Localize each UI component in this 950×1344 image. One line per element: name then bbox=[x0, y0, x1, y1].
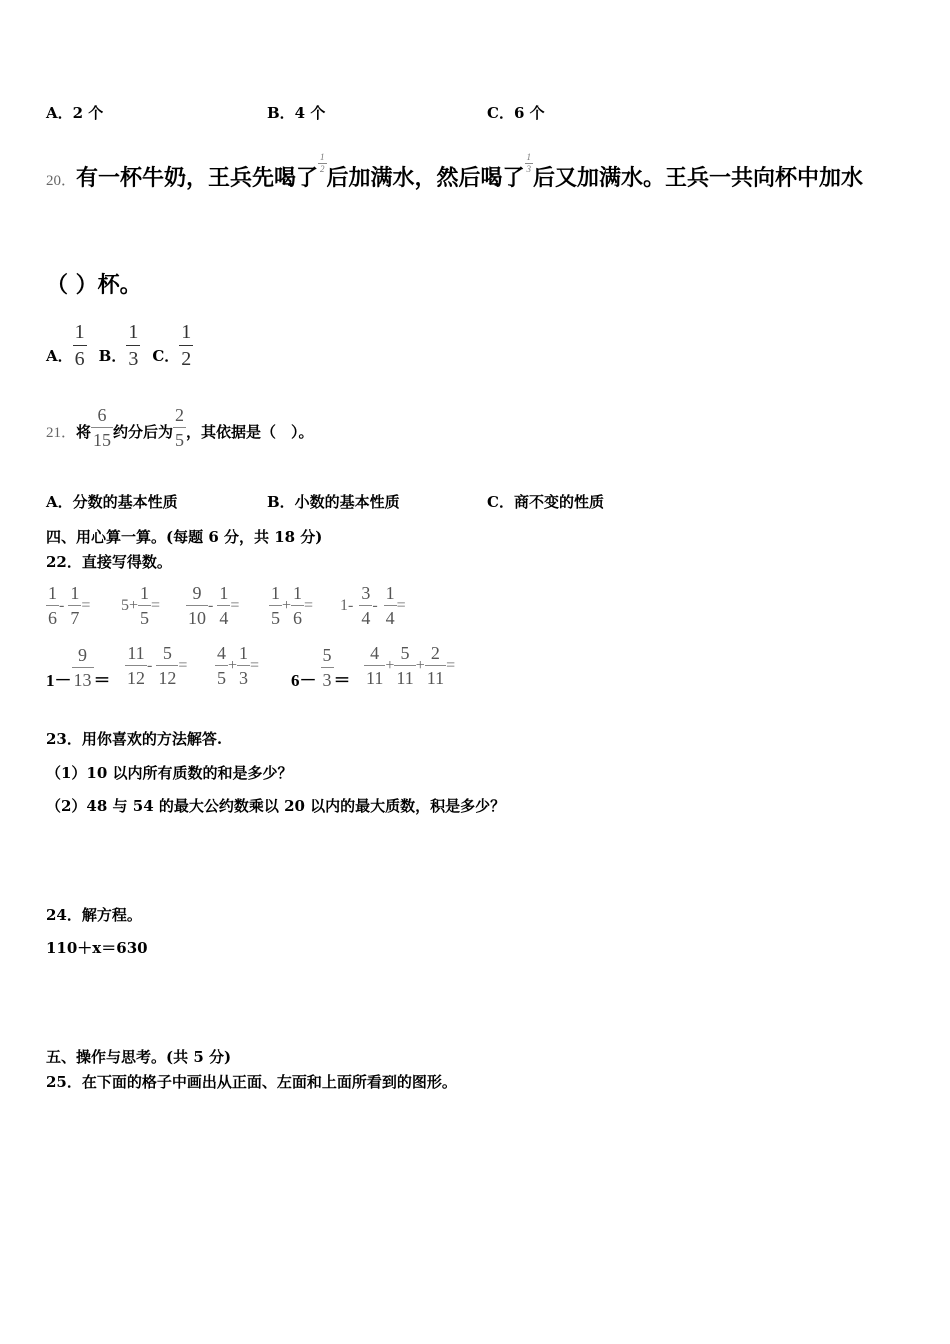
section-4-title: 四、用心算一算。(每题 6 分，共 18 分) bbox=[46, 528, 323, 546]
minus-sign: - bbox=[208, 596, 214, 614]
q21-fraction-2: $\frac{2}{5}$ bbox=[175, 405, 185, 450]
q21-fraction-1: $\frac{6}{15}$ bbox=[93, 405, 112, 450]
q23-part-1: （1）10 以内所有质数的和是多少？ bbox=[46, 764, 293, 782]
equals-sign: = bbox=[396, 596, 406, 614]
q21-word-2: 约分后为 bbox=[113, 423, 174, 441]
q22-expression-8 bbox=[215, 644, 259, 687]
q22-r2e3-a: $\frac{4}{5}$ bbox=[217, 643, 226, 688]
q22-r2e5-b: $\frac{5}{11}$ bbox=[396, 643, 414, 688]
q22-r2e5-a: $\frac{4}{11}$ bbox=[366, 643, 384, 688]
q22-r1e2-b: $\frac{1}{5}$ bbox=[140, 583, 150, 628]
q22-expression-1 bbox=[46, 584, 90, 627]
plus-sign: + bbox=[415, 656, 425, 674]
q22-r1e3-a: $\frac{9}{10}$ bbox=[188, 583, 206, 628]
equals-sign: = bbox=[81, 596, 91, 614]
equals-sign: = bbox=[446, 656, 456, 674]
expression-prefix: 1- bbox=[340, 596, 354, 614]
minus-sign: - bbox=[372, 596, 378, 614]
q20-text-3: 后又加满水。王兵一共向杯中加水 bbox=[533, 164, 864, 191]
q21-option-b: B．小数的基本性质 bbox=[267, 493, 400, 511]
q24-equation: 110＋x＝630 bbox=[46, 939, 148, 957]
equals-sign: = bbox=[250, 656, 260, 674]
q22-r2e4-b: $\frac{5}{3}$ bbox=[322, 645, 332, 690]
minus-sign: - bbox=[147, 656, 153, 674]
q20-option-b-fraction: $\frac{1}{3}$ bbox=[128, 321, 139, 370]
plus-sign: + bbox=[282, 596, 292, 614]
q20-number: 20． bbox=[46, 172, 77, 189]
q20-line-2: （ ）杯。 bbox=[46, 272, 142, 298]
expression-prefix: 6－ bbox=[291, 671, 317, 690]
q22-expression-2 bbox=[121, 584, 160, 627]
q24-title: 24．解方程。 bbox=[46, 906, 142, 924]
q21-question bbox=[46, 406, 314, 449]
q22-r1e4-b: $\frac{1}{6}$ bbox=[293, 583, 303, 628]
q20-option-a-fraction: $\frac{1}{6}$ bbox=[74, 321, 85, 370]
plus-sign: + bbox=[228, 656, 238, 674]
q21-number: 21． bbox=[46, 425, 77, 441]
q19-option-a: A．2 个 bbox=[46, 104, 104, 122]
q20-fraction-1: $\frac{1}{2}$ bbox=[320, 151, 325, 174]
q22-r1e5-a: $\frac{3}{4}$ bbox=[361, 583, 371, 628]
q22-title: 22．直接写得数。 bbox=[46, 553, 172, 571]
q21-option-a: A．分数的基本性质 bbox=[46, 493, 178, 511]
q19-option-c: C．6 个 bbox=[487, 104, 545, 122]
equals-sign: ＝ bbox=[93, 671, 111, 690]
equals-sign: = bbox=[230, 596, 240, 614]
q22-r1e5-b: $\frac{1}{4}$ bbox=[385, 583, 395, 628]
q22-r1e4-a: $\frac{1}{5}$ bbox=[271, 583, 280, 628]
q19-option-b: B．4 个 bbox=[267, 104, 326, 122]
q21-option-c: C．商不变的性质 bbox=[487, 493, 604, 511]
q20-text-2: 后加满水，然后喝了 bbox=[326, 164, 525, 191]
q22-expression-5 bbox=[340, 584, 406, 627]
minus-sign: - bbox=[59, 596, 65, 614]
q20-text-1: 有一杯牛奶，王兵先喝了 bbox=[76, 164, 319, 191]
equals-sign: = bbox=[178, 656, 188, 674]
q20-option-b-label: B． bbox=[98, 347, 127, 365]
q22-expression-3 bbox=[186, 584, 239, 627]
q23-part-2: （2）48 与 54 的最大公约数乘以 20 以内的最大质数，积是多少？ bbox=[46, 797, 506, 815]
q22-r2e2-b: $\frac{5}{12}$ bbox=[158, 643, 177, 688]
q20-option-c-fraction: $\frac{1}{2}$ bbox=[181, 321, 192, 370]
equals-sign: = bbox=[304, 596, 314, 614]
q22-r2e1-b: $\frac{9}{13}$ bbox=[73, 645, 92, 690]
q20-option-a-label: A． bbox=[46, 347, 73, 365]
q23-title: 23．用你喜欢的方法解答. bbox=[46, 730, 223, 748]
q20-fraction-2: $\frac{1}{3}$ bbox=[526, 151, 532, 174]
q20-question bbox=[46, 146, 863, 206]
q22-expression-4 bbox=[269, 584, 313, 627]
equals-sign: = bbox=[151, 596, 161, 614]
q22-expression-10 bbox=[364, 644, 455, 687]
expression-prefix: 5+ bbox=[121, 596, 139, 614]
q21-word-1: 将 bbox=[76, 423, 92, 441]
expression-prefix: 1－ bbox=[46, 671, 72, 690]
q25-title: 25．在下面的格子中画出从正面、左面和上面所看到的图形。 bbox=[46, 1073, 457, 1091]
q22-r2e2-a: $\frac{11}{12}$ bbox=[127, 643, 145, 688]
q22-expression-6 bbox=[46, 644, 111, 691]
q22-r1e1-b: $\frac{1}{7}$ bbox=[70, 583, 80, 628]
q20-options bbox=[46, 322, 193, 369]
q20-option-c-label: C． bbox=[152, 347, 180, 365]
q21-word-3: ，其依据是（ ）。 bbox=[186, 423, 314, 441]
q22-r1e1-a: $\frac{1}{6}$ bbox=[48, 583, 57, 628]
q22-r2e5-c: $\frac{2}{11}$ bbox=[426, 643, 445, 688]
q22-expression-7 bbox=[125, 644, 187, 687]
q22-r2e3-b: $\frac{1}{3}$ bbox=[239, 643, 249, 688]
equals-sign: ＝ bbox=[333, 671, 351, 690]
q22-expression-9 bbox=[291, 644, 351, 691]
q22-r1e3-b: $\frac{1}{4}$ bbox=[219, 583, 229, 628]
plus-sign: + bbox=[385, 656, 395, 674]
section-5-title: 五、操作与思考。(共 5 分) bbox=[46, 1048, 232, 1066]
